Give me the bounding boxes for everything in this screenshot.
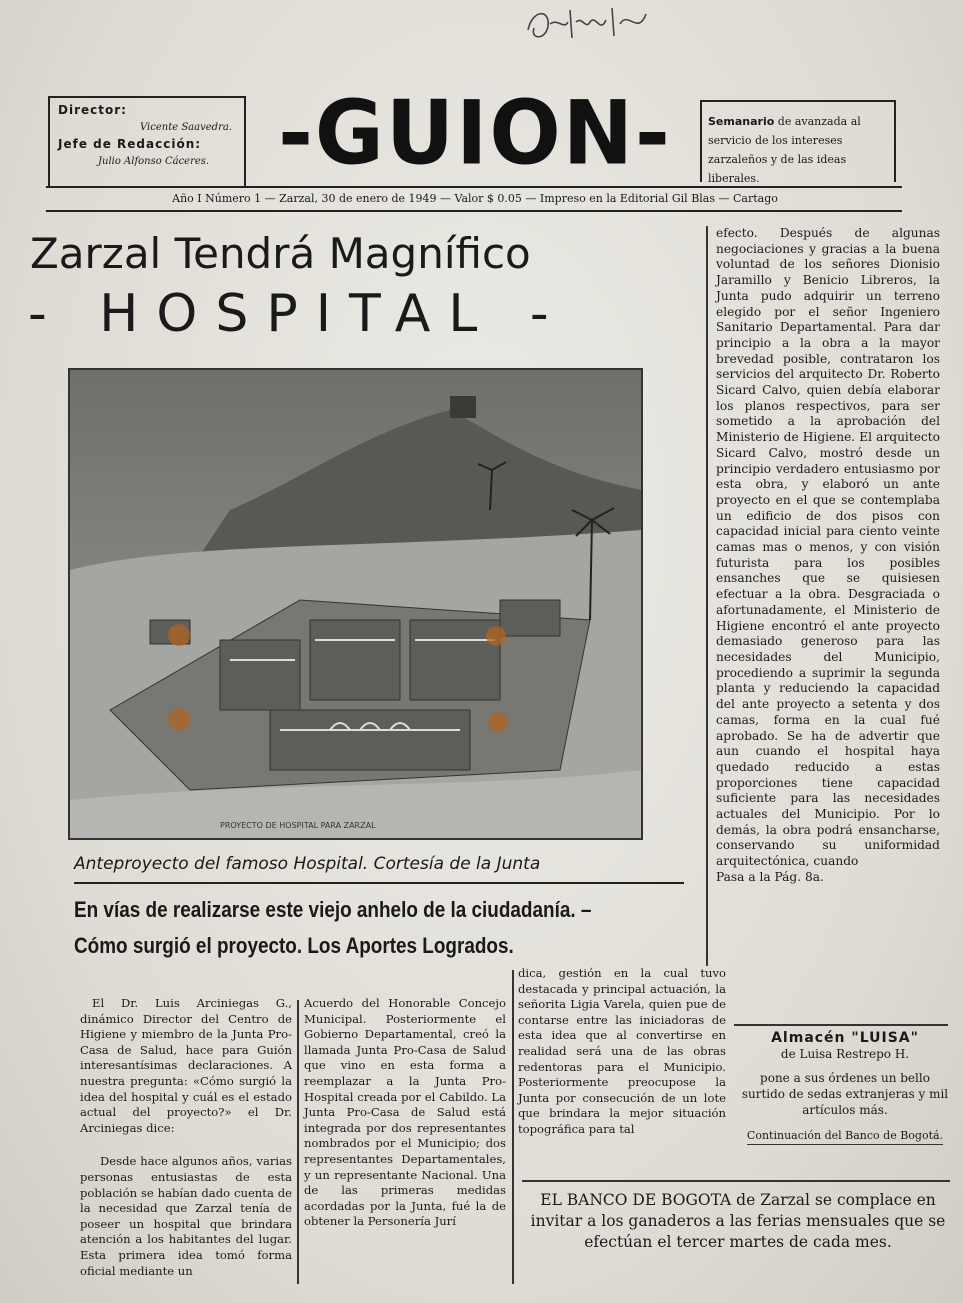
dateline: Año I Número 1 — Zarzal, 30 de enero de 1949 — Valor $ 0.05 — Impreso en la Editorial Gil Blas — Cartago — [172, 192, 778, 205]
article-paragraph: Desde hace algunos años, varias personas entusiastas de esta población se habían dado cuenta de la necesidad que Zarzal tenía de poseer un hospital que brindara atención a los habitantes del lugar. Esta primera idea tomó forma oficial mediante un — [80, 1154, 292, 1278]
stain-mark — [168, 708, 190, 730]
illustration-caption: PROYECTO DE HOSPITAL PARA ZARZAL — [220, 821, 376, 830]
editor-name: Julio Alfonso Cáceres. — [98, 156, 210, 167]
banco-bogota-ad: EL BANCO DE BOGOTA de Zarzal se complace en invitar a los ganaderos a las ferias mensuales que se efectúan el tercer martes de cada mes. — [530, 1191, 946, 1251]
stain-mark — [486, 626, 506, 646]
banco-continuation: Continuación del Banco de Bogotá. — [747, 1128, 943, 1145]
article-column-2 — [304, 996, 506, 1230]
handwritten-signature — [520, 0, 660, 50]
column-rule — [512, 970, 514, 1284]
main-headline-hospital: - HOSPITAL - — [28, 284, 567, 344]
column-rule — [706, 226, 708, 966]
editor-label: Jefe de Redacción: — [58, 137, 202, 151]
article-paragraph: Acuerdo del Honorable Concejo Municipal. Posteriormente el Gobierno Departamental, creó la llamada Junta Pro-Casa de Salud que vino en esta forma a reemplazar a la Junta Pro-Hospital creada por el Cabildo. La Junta Pro-Casa de Salud está integrada por dos representantes nombrados por el Municipio; dos representantes Departamentales, y un representante Nacional. Una de las primeras medidas acordadas por la Junta, fué la de obtener la Personería Jurí — [304, 996, 506, 1229]
article-column-3 — [518, 966, 726, 1138]
article-column-1 — [80, 996, 292, 1279]
article-column-right — [716, 226, 940, 886]
almacen-luisa-ad — [738, 1030, 952, 1145]
article-intro: El Dr. Luis Arciniegas G., dinámico Director del Centro de Higiene y miembro de la Junta Pro-Casa de Salud, hace para Guión interesantísimas declaraciones. A nuestra pregunta: «Cómo surgió la idea del hospital y cuál es el estado actual del proyecto?» el Dr. Arciniegas dice: — [80, 996, 292, 1135]
tagline-box — [700, 100, 896, 185]
article-paragraph: dica, gestión en la cual tuvo destacada y principal actuación, la señorita Ligia Varela, quien pue de contarse entre las iniciadoras de esta idea que al convertirse en realidad será una de las obras redentoras para el Municipio. Posteriormente preocupose la Junta por consecución de un lote que brindara la mejor situación topográfica para tal — [518, 966, 726, 1136]
tagline-text: de avanzada al servicio de los intereses zarzaleños y de las ideas liberales. — [708, 115, 861, 185]
article-paragraph: efecto. Después de algunas negociaciones y gracias a la buena voluntad de los señores Dionisio Jaramillo y Benicio Libreros, la Junta pudo adquirir un terreno elegido por el señor Ingeniero Sanitario Departamental. Para dar principio a la obra a la mayor brevedad posible, contrataron los servicios del arquitecto Dr. Roberto Sicard Calvo, quien debía elaborar los planos respectivos, para ser sometido a la aprobación del Ministerio de Higiene. El arquitecto Sicard Calvo, mostró desde un principio verdadero entusiasmo por esta obra, y elaboró un ante proyecto en el que se contemplaba un edificio de dos pisos con capacidad inicial para ciento veinte camas mas o menos, y con visión futurista para los posibles ensanches que se quisiesen efectuar a la obra. Desgraciada o afortunadamente, el Ministerio de Higiene encontró el ante proyecto demasiado generoso para las necesidades del Municipio, procediendo a suprimir la segunda planta y reduciendo la capacidad del ante proyecto a setenta y dos camas, forma en la cual fué aprobado. Se ha de advertir que aun cuando el hospital haya quedado reducido a estas proporciones tiene capacidad suficiente para las necesidades actuales del Municipio. Por lo demás, la obra podrá ensancharse, conservando su uniformidad arquitectónica, cuando — [716, 226, 940, 869]
almacen-body: pone a sus órdenes un bello surtido de sedas extranjeras y mil artículos más. — [741, 1071, 949, 1117]
ad-rule — [522, 1180, 950, 1182]
almacen-title: Almacén "LUISA" — [771, 1030, 919, 1046]
main-headline: Zarzal Tendrá Magnífico — [30, 229, 531, 278]
continued-note: Pasa a la Pág. 8a. — [716, 869, 824, 884]
article-subhead: En vías de realizarse este viejo anhelo de la ciudadanía. – Cómo surgió el proyecto. Los Aportes Logrados. — [74, 897, 592, 958]
director-label: Director: — [58, 103, 127, 117]
masthead-title: -GUION- — [278, 81, 672, 185]
masthead-rule-bottom — [46, 210, 902, 212]
almacen-owner: de Luisa Restrepo H. — [780, 1047, 910, 1061]
stain-mark — [168, 624, 190, 646]
ad-rule — [734, 1024, 948, 1026]
director-name: Vicente Saavedra. — [140, 122, 232, 133]
hospital-illustration — [68, 368, 643, 840]
photo-caption: Anteproyecto del famoso Hospital. Cortesía de la Junta — [74, 846, 684, 884]
tagline-bold: Semanario — [708, 115, 775, 128]
stain-mark — [488, 712, 508, 732]
staff-box — [48, 96, 246, 188]
column-rule — [297, 1000, 299, 1284]
